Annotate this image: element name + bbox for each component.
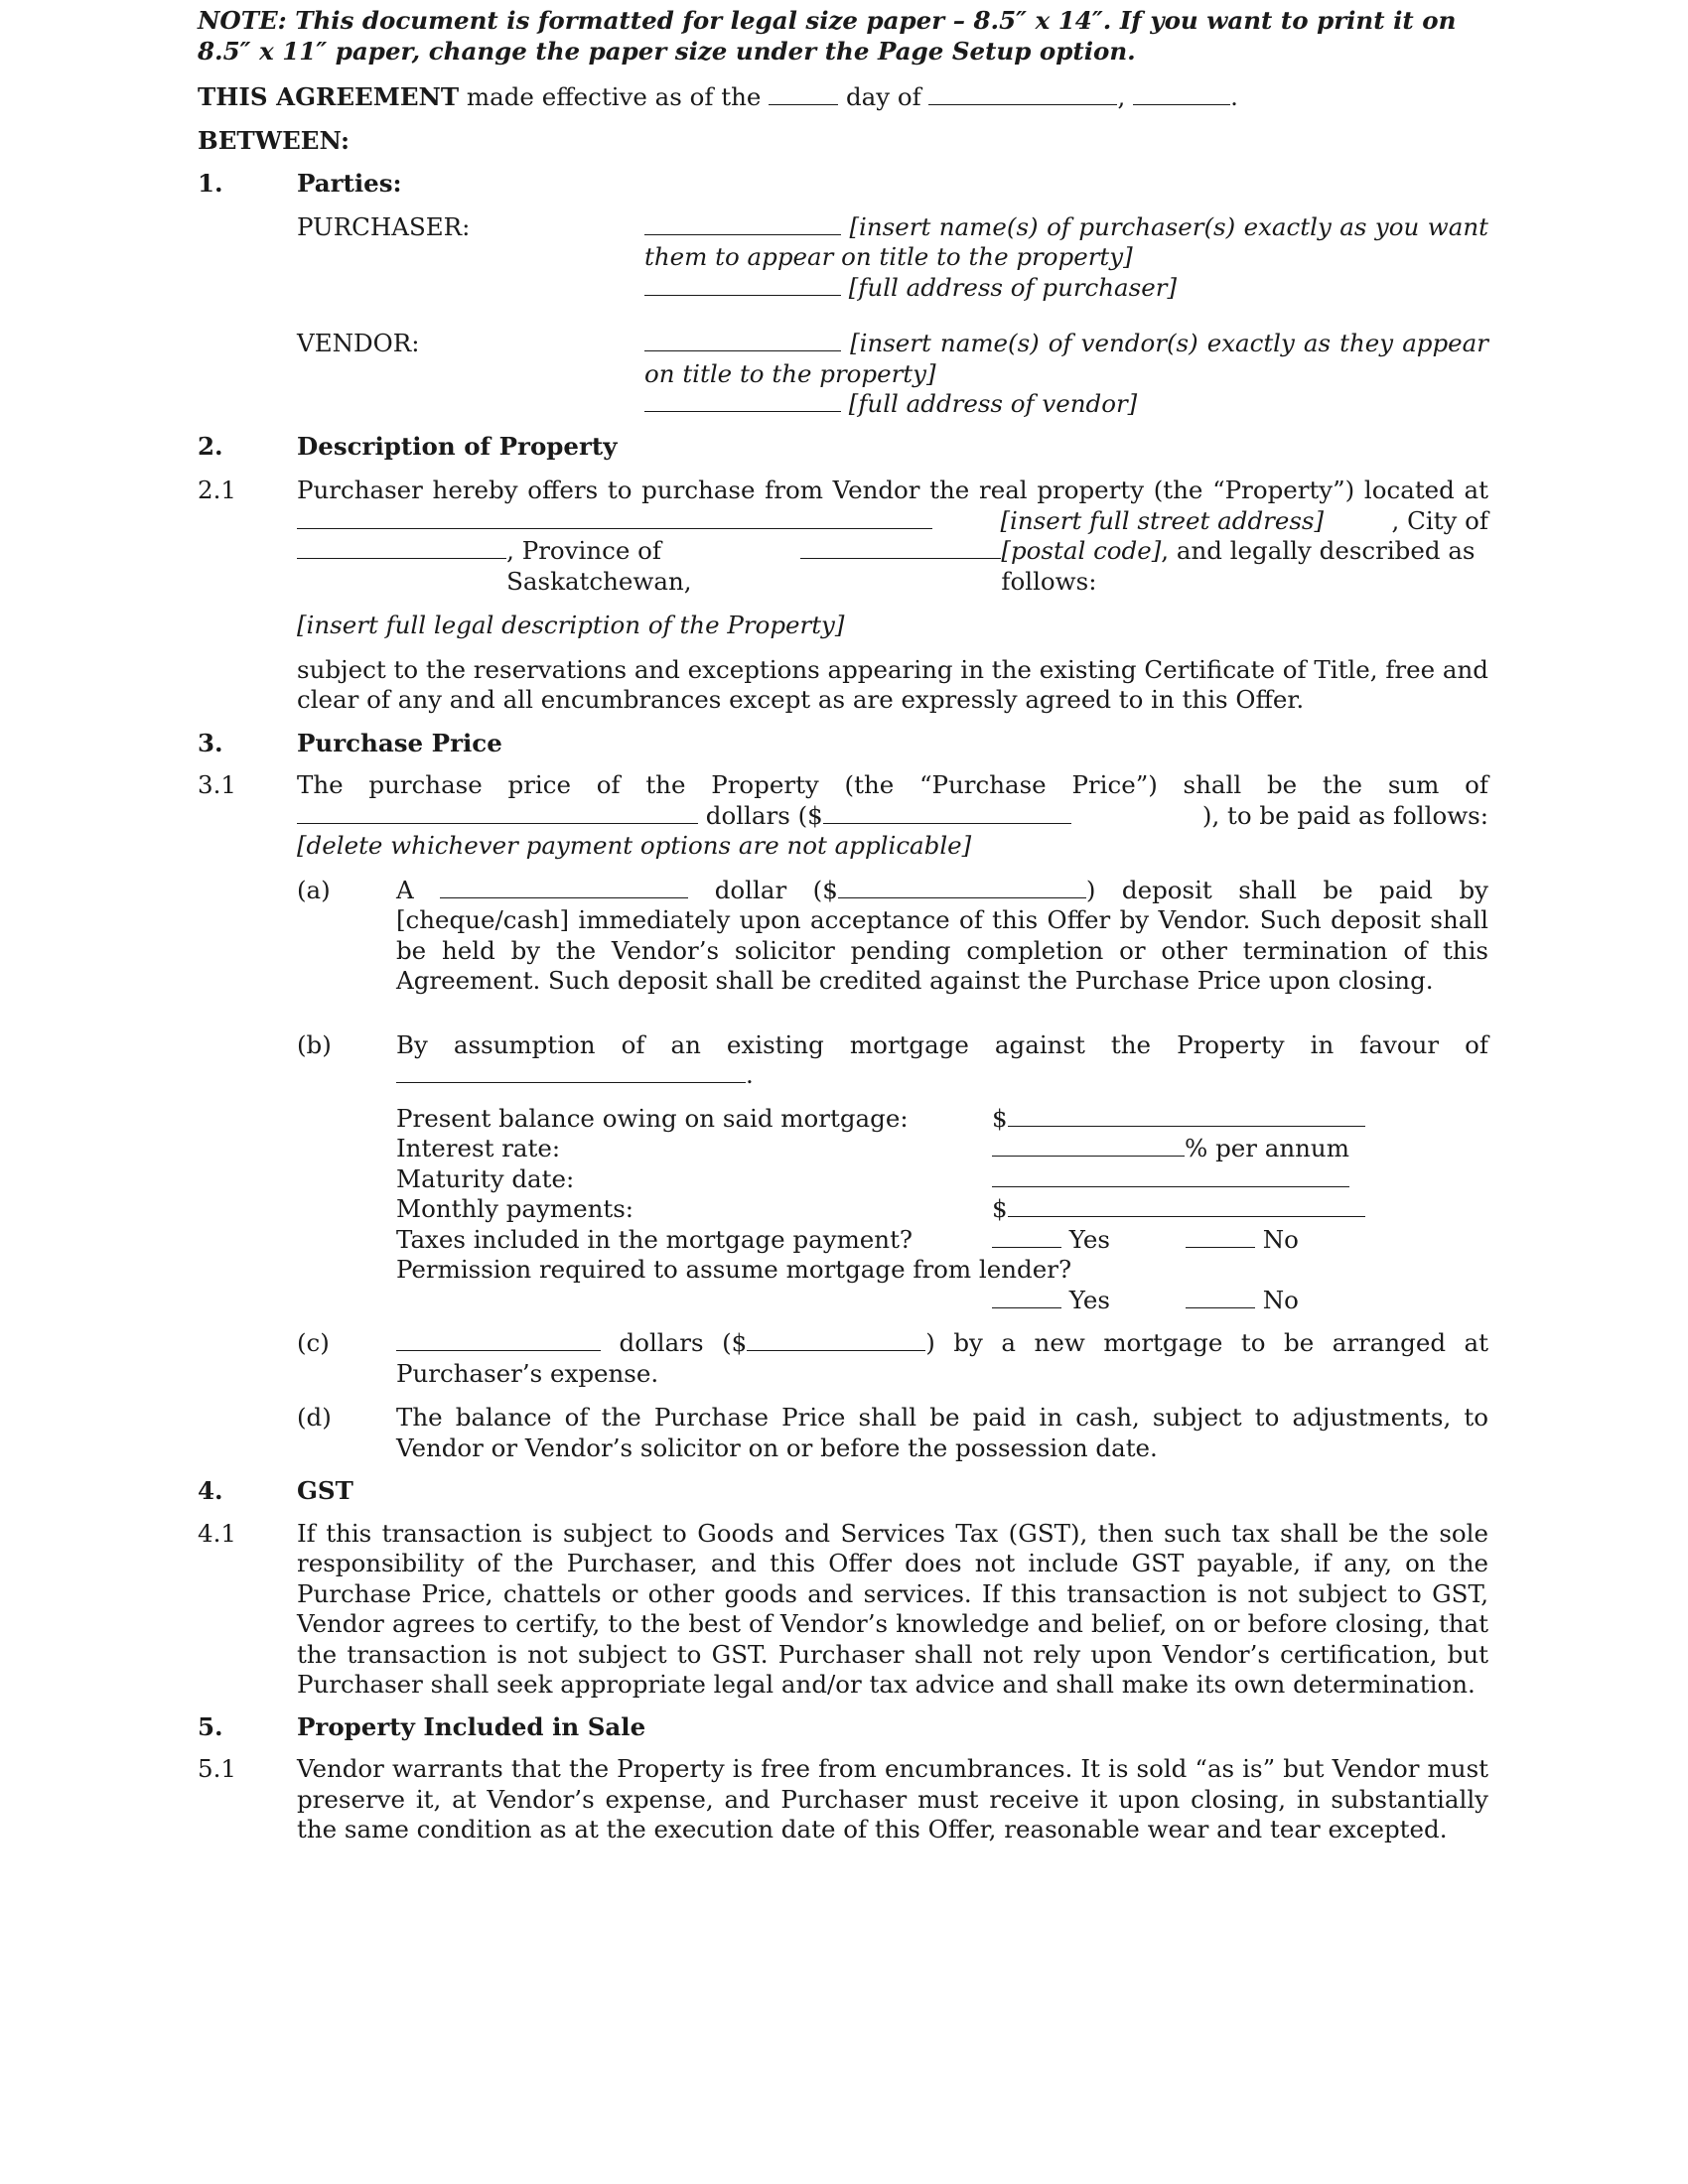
permission-row bbox=[396, 1255, 1488, 1286]
section-2-number: 2. bbox=[198, 431, 223, 461]
clause-5-1-number: 5.1 bbox=[198, 1754, 236, 1783]
section-4-heading bbox=[198, 1476, 1488, 1507]
section-1-heading bbox=[198, 169, 1488, 200]
postal-code-blank[interactable] bbox=[800, 536, 1002, 559]
permission-yes-label: Yes bbox=[1068, 1285, 1110, 1314]
section-1-title: Parties: bbox=[297, 169, 402, 198]
clause-5-1-text: Vendor warrants that the Property is free from encumbrances. It is sold “as is” but Vendor must preserve it, at Vendor’s expense, and Purchaser must receive it upon closing, in substantially the same condition as at the execution date of this Offer, reasonable wear and tear excepted. bbox=[297, 1754, 1488, 1843]
clause-4-1 bbox=[198, 1519, 1488, 1701]
vendor-block bbox=[198, 329, 1488, 420]
delete-options-hint: [delete whichever payment options are not applicable] bbox=[297, 831, 972, 860]
balance-blank[interactable] bbox=[1008, 1104, 1365, 1127]
option-b-text: By assumption of an existing mortgage against the Property in favour of . bbox=[396, 1029, 1488, 1089]
month-blank[interactable] bbox=[928, 82, 1117, 105]
option-c-text bbox=[396, 1328, 1488, 1389]
option-a-part-3: ) deposit shall be paid by [cheque/cash] immediately upon acceptance of this Offer by Vendor. Such deposit shall be held by the Vendor’s solicitor pending completion or other termination of this Agreement. Such deposit shall be credited against the Purchase Price upon closing. bbox=[396, 875, 1488, 995]
vendor-address-line bbox=[644, 389, 1488, 420]
option-c-label: (c) bbox=[297, 1328, 330, 1357]
clause-5-1 bbox=[198, 1754, 1488, 1845]
section-5-heading bbox=[198, 1712, 1488, 1743]
maturity-blank[interactable] bbox=[992, 1164, 1349, 1187]
clause-3-1-line-2 bbox=[297, 801, 1488, 832]
agreement-made: made effective as of the bbox=[459, 82, 770, 111]
document-page bbox=[198, 6, 1488, 1845]
section-5-title: Property Included in Sale bbox=[297, 1711, 646, 1741]
section-2-title: Description of Property bbox=[297, 431, 618, 461]
section-5-number: 5. bbox=[198, 1711, 223, 1741]
interest-blank[interactable] bbox=[992, 1134, 1185, 1157]
purchaser-name-hint: [insert name(s) of purchaser(s) exactly as you want them to appear on title to the property] bbox=[644, 211, 1488, 271]
option-a-label: (a) bbox=[297, 875, 331, 904]
section-4-title: GST bbox=[297, 1476, 353, 1505]
price-words-blank[interactable] bbox=[297, 801, 698, 824]
purchaser-name-line bbox=[644, 212, 1488, 273]
purchaser-address-line bbox=[644, 273, 1488, 304]
permission-yes-blank[interactable] bbox=[992, 1286, 1061, 1308]
subject-to-paragraph: subject to the reservations and exceptions appearing in the existing Certificate of Title, free and clear of any and all encumbrances except as are expressly agreed to in this Offer. bbox=[297, 654, 1488, 714]
agreement-day-of: day of bbox=[838, 82, 929, 111]
purchaser-block bbox=[198, 212, 1488, 304]
deposit-words-blank[interactable] bbox=[440, 876, 688, 898]
agreement-bold: THIS AGREEMENT bbox=[198, 82, 460, 111]
option-c-part-2: ) by a new mortgage to be arranged at Purchaser’s expense. bbox=[396, 1328, 1489, 1388]
option-a bbox=[297, 876, 1488, 997]
vendor-address-hint: [full address of vendor] bbox=[848, 389, 1138, 418]
purchaser-label: PURCHASER: bbox=[297, 211, 471, 241]
maturity-row bbox=[396, 1164, 1488, 1195]
option-a-part-2: dollar ($ bbox=[688, 875, 838, 904]
monthly-blank[interactable] bbox=[1008, 1194, 1365, 1217]
purchaser-address-blank[interactable] bbox=[644, 273, 841, 296]
section-2-heading bbox=[198, 432, 1488, 463]
section-4-number: 4. bbox=[198, 1476, 223, 1505]
option-a-text bbox=[396, 876, 1488, 997]
permission-no-label: No bbox=[1262, 1285, 1299, 1314]
agreement-line bbox=[198, 82, 1488, 113]
section-1-number: 1. bbox=[198, 169, 223, 198]
permission-label: Permission required to assume mortgage from lender? bbox=[396, 1255, 1072, 1284]
street-address-hint: [insert full street address] bbox=[1000, 505, 1325, 535]
section-3-heading bbox=[198, 729, 1488, 759]
section-3-title: Purchase Price bbox=[297, 728, 502, 757]
clause-4-1-text: If this transaction is subject to Goods and Services Tax (GST), then such tax shall be the sole responsibility of the Purchaser, and this Offer does not include GST payable, if any, on the Purchase Price, chattels or other goods and services. If this transaction is not subject to GST, Vendor agrees to certify, to the best of Vendor’s knowledge and belief, on or before closing, that the transaction is not subject to GST. Purchaser shall not rely upon Vendor’s certification, but Purchaser shall seek appropriate legal and/or tax advice and shall make its own determination. bbox=[297, 1518, 1488, 1699]
option-d-text: The balance of the Purchase Price shall be paid in cash, subject to adjustments, to Vendor or Vendor’s solicitor on or before the possession date. bbox=[396, 1403, 1488, 1462]
between-heading: BETWEEN: bbox=[198, 125, 351, 155]
taxes-label: Taxes included in the mortgage payment? bbox=[396, 1224, 914, 1254]
taxes-no-label: No bbox=[1262, 1224, 1299, 1254]
vendor-fields bbox=[644, 329, 1488, 420]
vendor-name-line bbox=[644, 329, 1488, 389]
vendor-name-blank[interactable] bbox=[644, 329, 841, 351]
paid-as-follows-label: ), to be paid as follows: bbox=[1201, 800, 1488, 830]
option-c bbox=[297, 1328, 1488, 1389]
balance-row bbox=[396, 1104, 1488, 1135]
street-address-blank[interactable] bbox=[297, 506, 932, 529]
purchaser-fields bbox=[644, 212, 1488, 304]
option-d bbox=[297, 1403, 1488, 1463]
agreement-comma: , bbox=[1117, 82, 1126, 111]
postal-code-hint: [postal code] bbox=[1001, 536, 1162, 565]
price-dollars-label: dollars ($ bbox=[698, 800, 823, 830]
option-b-line-1: By assumption of an existing mortgage against the Property in favour of bbox=[396, 1029, 1488, 1059]
city-of-label: , City of bbox=[1391, 505, 1488, 535]
day-blank[interactable] bbox=[769, 82, 838, 105]
vendor-address-blank[interactable] bbox=[644, 389, 841, 412]
year-blank[interactable] bbox=[1133, 82, 1230, 105]
option-b bbox=[297, 1030, 1488, 1091]
permission-no-blank[interactable] bbox=[1186, 1286, 1255, 1308]
balance-label: Present balance owing on said mortgage: bbox=[396, 1103, 909, 1133]
monthly-dollar-sign: $ bbox=[992, 1194, 1008, 1223]
taxes-row bbox=[396, 1225, 1488, 1256]
clause-3-1-number: 3.1 bbox=[198, 770, 236, 799]
city-blank[interactable] bbox=[297, 536, 506, 559]
monthly-label: Monthly payments: bbox=[396, 1194, 634, 1223]
taxes-no-blank[interactable] bbox=[1186, 1225, 1255, 1248]
vendor-name-hint: [insert name(s) of vendor(s) exactly as they appear on title to the property] bbox=[644, 329, 1488, 388]
option-a-part-1: A bbox=[396, 875, 441, 904]
formatting-note: NOTE: This document is formatted for legal size paper – 8.5″ x 14″. If you want to print it on 8.5″ x 11″ paper, change the paper size under the Page Setup option. bbox=[198, 6, 1457, 66]
price-amount-blank[interactable] bbox=[823, 801, 1071, 824]
clause-3-1 bbox=[198, 770, 1488, 862]
section-3-number: 3. bbox=[198, 728, 223, 757]
mortgage-details bbox=[396, 1104, 1488, 1316]
new-mortgage-words-blank[interactable] bbox=[396, 1328, 601, 1351]
legally-described-label: , and legally described as follows: bbox=[1001, 536, 1476, 596]
new-mortgage-amount-blank[interactable] bbox=[747, 1328, 925, 1351]
interest-label: Interest rate: bbox=[396, 1134, 561, 1162]
maturity-label: Maturity date: bbox=[396, 1163, 575, 1193]
permission-options-row bbox=[396, 1286, 1488, 1316]
purchaser-name-blank[interactable] bbox=[644, 212, 841, 235]
clause-4-1-number: 4.1 bbox=[198, 1518, 236, 1548]
clause-2-1-number: 2.1 bbox=[198, 476, 236, 504]
legal-description-hint: [insert full legal description of the Property] bbox=[297, 611, 845, 639]
taxes-yes-label: Yes bbox=[1068, 1224, 1110, 1254]
option-c-part-1: dollars ($ bbox=[601, 1328, 748, 1357]
monthly-row bbox=[396, 1194, 1488, 1225]
agreement-period: . bbox=[1230, 82, 1238, 111]
province-label: , Province of Saskatchewan, bbox=[506, 536, 692, 596]
clause-3-1-line-1: The purchase price of the Property (the “Purchase Price”) shall be the sum of bbox=[297, 770, 1488, 799]
clause-2-1-line-3 bbox=[297, 536, 1488, 597]
purchaser-address-hint: [full address of purchaser] bbox=[848, 272, 1178, 302]
interest-row bbox=[396, 1134, 1488, 1164]
clause-2-1-line-1: Purchaser hereby offers to purchase from Vendor the real property (the “Property”) located at bbox=[297, 476, 1488, 504]
clause-2-1-line-2 bbox=[297, 506, 1488, 537]
clause-2-1-text bbox=[297, 476, 1488, 597]
option-d-label: (d) bbox=[297, 1403, 332, 1432]
option-b-label: (b) bbox=[297, 1029, 332, 1059]
clause-2-1 bbox=[198, 476, 1488, 597]
clause-3-1-text bbox=[297, 770, 1488, 862]
per-annum-label: % per annum bbox=[1185, 1134, 1349, 1162]
balance-dollar-sign: $ bbox=[992, 1103, 1008, 1133]
deposit-amount-blank[interactable] bbox=[838, 876, 1086, 898]
vendor-label: VENDOR: bbox=[297, 329, 420, 357]
taxes-yes-blank[interactable] bbox=[992, 1225, 1061, 1248]
mortgagee-blank[interactable] bbox=[396, 1060, 746, 1083]
